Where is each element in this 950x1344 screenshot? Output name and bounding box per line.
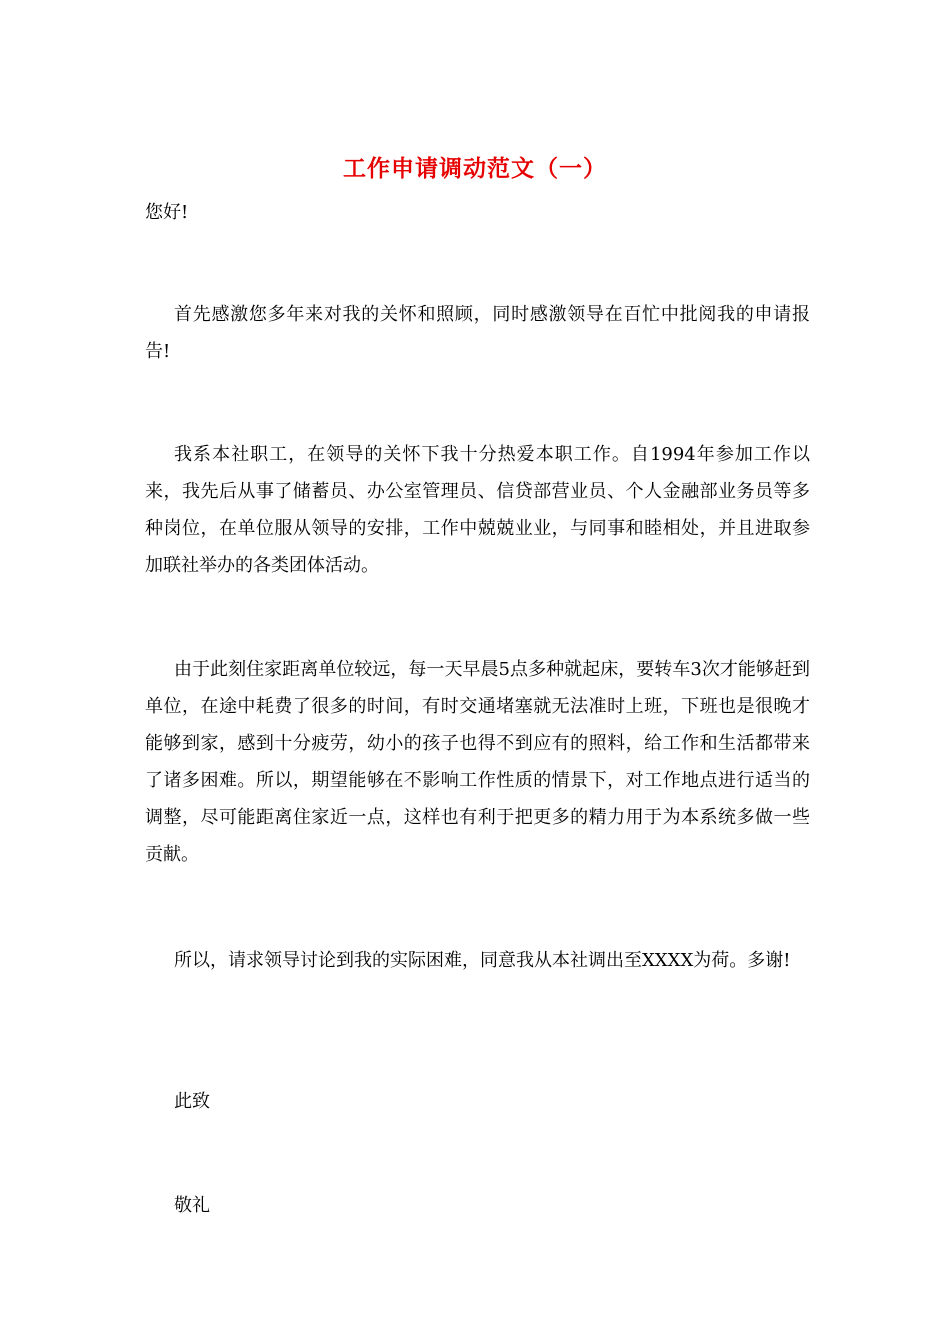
paragraph-4: 所以，请求领导讨论到我的实际困难，同意我从本社调出至XXXX为荷。多谢!	[174, 950, 791, 971]
closing-salutation: 此致	[174, 1091, 210, 1112]
closing-regards: 敬礼	[174, 1195, 210, 1216]
paragraph-2: 我系本社职工，在领导的关怀下我十分热爱本职工作。自1994年参加工作以来，我先后从事了储蓄员、办公室管理员、信贷部营业员、个人金融部业务员等多种岗位，在单位服从领导的安排，工作中兢兢业业，与同事和睦相处，并且进取参加联社举办的各类团体活动。	[145, 444, 810, 576]
paragraph-3: 由于此刻住家距离单位较远，每一天早晨5点多种就起床，要转车3次才能够赶到单位，在途中耗费了很多的时间，有时交通堵塞就无法准时上班，下班也是很晚才能够到家，感到十分疲劳，幼小的孩子也得不到应有的照料，给工作和生活都带来了诸多困难。所以，期望能够在不影响工作性质的情景下，对工作地点进行适当的调整，尽可能距离住家近一点，这样也有利于把更多的精力用于为本系统多做一些贡献。	[145, 659, 810, 865]
paragraph-1: 首先感激您多年来对我的关怀和照顾，同时感激领导在百忙中批阅我的申请报告!	[145, 304, 810, 362]
document-title: 工作申请调动范文（一）	[343, 155, 607, 182]
greeting: 您好!	[145, 202, 189, 223]
